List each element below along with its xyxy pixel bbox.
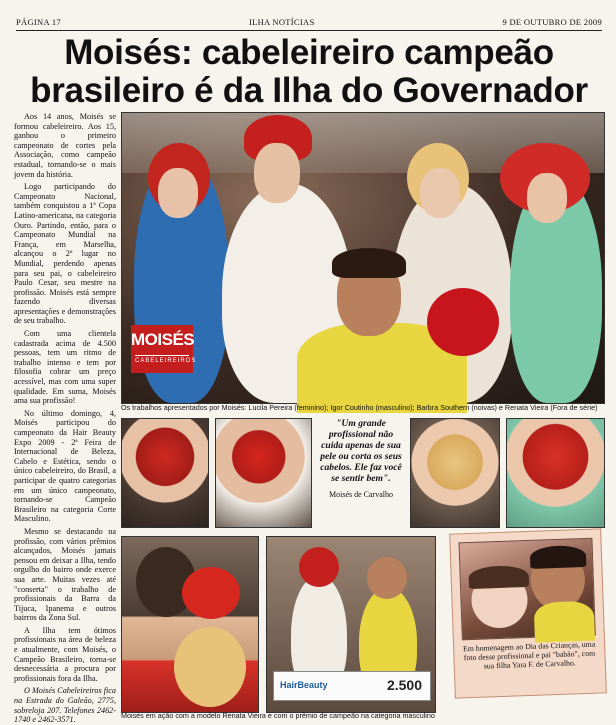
photo-father-daughter [458,538,595,641]
main-photo [121,112,605,404]
award-check [273,671,431,701]
photo-card-caption: Em homenagem ao Dia das Crianças, uma foto desse profissional e pai "babão", com sua filha Yara F. de Carvalho. [462,639,596,671]
issue-date: 9 DE OUTUBRO DE 2009 [502,17,602,27]
headline [16,34,602,110]
award-amount: 2.500 [386,677,422,693]
logo-name: MOISÉS [131,330,195,349]
headline-line-1: Moisés: cabeleireiro campeão [64,33,554,72]
headline-line-2: brasileiro é da Ilha do Governador [30,71,588,110]
photo-masculine-cut [215,418,312,528]
award-brand: HairBeauty [280,680,328,690]
article-paragraph: Logo participando do Campeonato Nacional, também conquistou a 1ª Copa Latino-americana, na categoria Ouro. Partindo, então, para o Campeonato Mundial na França, em Marselha, alcançou o 2º lugar no Mundial, perdendo apenas para seu pai, o cabeleireiro Paulo Cesar, seu mestre na profissão. Moisés está sempre fazendo diversas apresentações e demonstrações de seu trabalho. [14,182,116,326]
article-paragraph: No último domingo, 4, Moisés participou do campeonato da Hair Beauty Expo 2009 - 2ª Feira de Internacional de Beleza, Cabelo e Estética, sendo o único cabeleireiro, do Brasil, a participar de quatro categorias em um único campeonato, tornando-se Campeão Brasileiro na categoria Corte Masculino. [14,408,116,524]
page-header [16,14,602,31]
article-address: O Moisés Cabeleireiros fica na Estrada do Galeão, 2775, sobreloja 207. Telefones 2462-1740 e 2462-3571. [14,686,116,725]
quote-text: "Um grande profissional não cuida apenas de sua pele ou corta os seus cabelos. Ele faz você se sentir bem". [320,418,402,484]
main-photo-caption: Os trabalhos apresentados por Moisés: Lucila Pereira (feminino); Igor Coutinho (masculino); Barbra Southern (noivas) e Renata Vieira (Fora de série) [121,403,598,412]
photo-moises-working [121,536,259,713]
logo-subtitle: CABELEIREIROS [135,355,189,366]
photo-bridal-style [410,418,500,528]
publication-name: ILHA NOTÍCIAS [248,17,315,27]
photo-award-ceremony [266,536,436,713]
article-paragraph: Com uma clientela cadastrada acima de 4.500 pessoas, tem um ritmo de trabalho intenso e tem por filosofia cobrar um preço acessível, mas com uma super qualidade. Em suma, Moisés ama sua profissão! [14,329,116,406]
article-paragraph: Mesmo se destacando na profissão, com vários prêmios alcançados, Moisés jamais pensou em deixar a Ilha, tendo orgulho do bairro onde exerce sua arte. Muitas vezes até "conserta" o trabalho de profissionais da Barra da Tijuca, Ipanema e outros bairros da Zona Sul. [14,526,116,623]
page-number: PÁGINA 17 [16,17,61,27]
article-paragraph: Aos 14 anos, Moisés se formou cabeleireiro. Aos 15, ganhou o primeiro campeonato de cortes pela Associação, como campeão estadual, tornando-se o mais jovem da história. [14,112,116,179]
photo-card-father-daughter [449,528,607,698]
photo-avant-garde-style [506,418,605,528]
moises-logo [131,325,197,373]
pull-quote [318,418,404,528]
quote-author: Moisés de Carvalho [329,490,393,499]
article-paragraph: A Ilha tem ótimos profissionais na área de beleza e atualmente, com Moisés, o Campeão Brasileiro, torna-se desnecessária a procura por profissionais fora da Ilha. [14,625,116,683]
bottom-photos-caption: Moisés em ação com a modelo Renata Vieira e com o prêmio de campeão na categoria masculino [121,711,435,720]
photo-feminine-cut [121,418,209,528]
article-body [14,112,116,725]
